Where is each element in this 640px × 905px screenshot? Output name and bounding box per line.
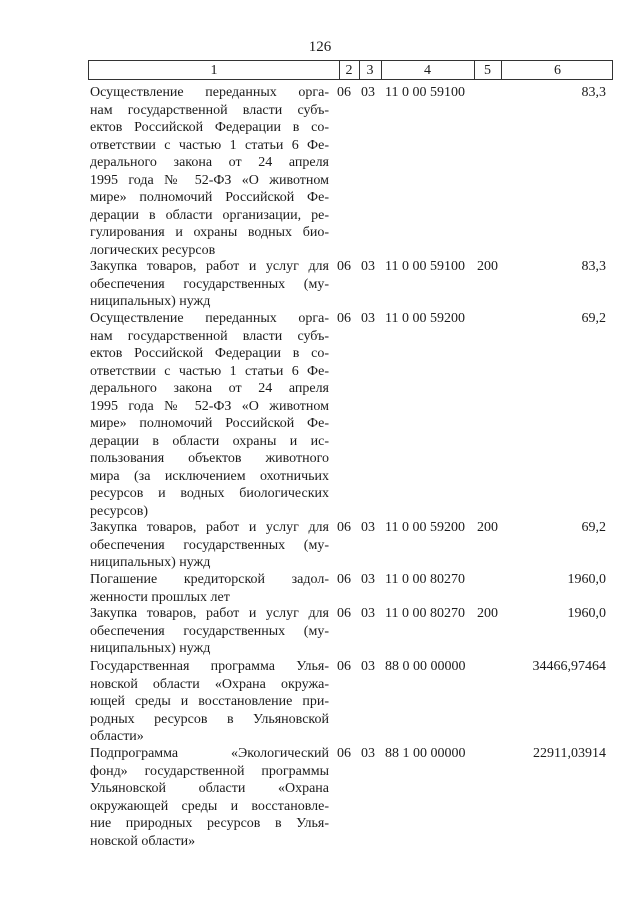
description-line: окружающей среды и восстановле- [90, 798, 329, 814]
target-article-code: 88 1 00 00000 [385, 746, 466, 761]
expense-type-code: 200 [477, 520, 498, 535]
description-line: дерации в области охраны и ис- [90, 433, 329, 449]
description-line: Государственная программа Улья- [90, 659, 329, 674]
description-line: дерального закона от 24 апреля [90, 381, 329, 396]
subsection-code: 03 [361, 520, 375, 535]
section-code: 06 [337, 520, 351, 535]
subsection-code: 03 [361, 746, 375, 761]
target-article-code: 11 0 00 59100 [385, 259, 465, 274]
expense-type-code: 200 [477, 259, 498, 274]
section-code: 06 [337, 572, 351, 587]
target-article-code: 11 0 00 59200 [385, 311, 465, 326]
description-line: Подпрограмма «Экологический [90, 746, 329, 761]
subsection-code: 03 [361, 259, 375, 274]
description-line: новской области» [90, 833, 196, 849]
description-line: дерации в области организации, ре- [90, 207, 329, 223]
description-line: Осуществление переданных орга- [90, 311, 329, 326]
header-col-2: 2 [345, 63, 353, 78]
amount: 69,2 [581, 311, 606, 326]
subsection-code: 03 [361, 311, 375, 326]
amount: 34466,97464 [532, 659, 606, 674]
header-col-3: 3 [366, 63, 374, 78]
section-code: 06 [337, 659, 351, 674]
amount: 83,3 [581, 259, 606, 274]
description-line: ниципальных) нужд [90, 641, 211, 656]
description-line: обеспечения государственных (му- [90, 537, 329, 553]
subsection-code: 03 [361, 85, 375, 100]
amount: 69,2 [581, 520, 606, 535]
description-line: ресурсов и водных биологических [90, 486, 329, 501]
description-line: новской области «Охрана окружа- [90, 676, 329, 692]
description-line: Погашение кредиторской задол- [90, 572, 329, 587]
description-line: гулирования и охраны водных био- [90, 225, 329, 240]
description-line: обеспечения государственных (му- [90, 623, 329, 639]
description-line: ниципальных) нужд [90, 555, 211, 570]
section-code: 06 [337, 746, 351, 761]
section-code: 06 [337, 311, 351, 326]
description-line: ресурсов) [90, 503, 149, 519]
description-line: ние природных ресурсов в Улья- [90, 816, 329, 831]
row-description [90, 519, 329, 572]
description-line: дерального закона от 24 апреля [90, 155, 329, 170]
amount: 1960,0 [567, 606, 606, 621]
description-line: обеспечения государственных (му- [90, 276, 329, 292]
expense-type-code: 200 [477, 606, 498, 621]
description-line: мире» полномочий Российской Фе- [90, 416, 329, 431]
description-line: Закупка товаров, работ и услуг для [90, 259, 329, 274]
description-line: 1995 года № 52-ФЗ «О животном [90, 398, 329, 414]
description-line: ектов Российской Федерации в со- [90, 120, 329, 135]
description-line: родных ресурсов в Ульяновской [90, 711, 329, 727]
amount: 83,3 [581, 85, 606, 100]
target-article-code: 11 0 00 80270 [385, 606, 465, 621]
header-col-6: 6 [554, 63, 561, 78]
description-line: Закупка товаров, работ и услуг для [90, 520, 329, 535]
table-header [88, 60, 613, 80]
description-line: ниципальных) нужд [90, 294, 211, 309]
target-article-code: 11 0 00 80270 [385, 572, 465, 587]
description-line: ответствии с частью 1 статьи 6 Фе- [90, 137, 329, 153]
description-line: Ульяновской области «Охрана [90, 781, 329, 796]
section-code: 06 [337, 606, 351, 621]
row-description [90, 745, 329, 850]
row-description [90, 258, 329, 311]
description-line: мира (за исключением охотничьих [90, 468, 329, 484]
description-line: Закупка товаров, работ и услуг для [90, 606, 329, 621]
target-article-code: 11 0 00 59100 [385, 85, 465, 100]
description-line: ющей среды и восстановление при- [90, 694, 329, 709]
description-line: пользования объектов животного [90, 451, 329, 466]
row-description [90, 571, 329, 606]
description-line: женности прошлых лет [90, 589, 230, 605]
row-description [90, 658, 329, 746]
page-number: 126 [308, 39, 332, 55]
description-line: области» [90, 729, 144, 744]
description-line: нам государственной власти субъ- [90, 328, 329, 344]
description-line: 1995 года № 52-ФЗ «О животном [90, 172, 329, 188]
row-description [90, 605, 329, 658]
description-line: логических ресурсов [90, 242, 216, 258]
section-code: 06 [337, 85, 351, 100]
description-line: ответствии с частью 1 статьи 6 Фе- [90, 363, 329, 379]
header-col-5: 5 [484, 63, 491, 78]
amount: 22911,03914 [533, 746, 606, 761]
description-line: Осуществление переданных орга- [90, 85, 329, 100]
target-article-code: 88 0 00 00000 [385, 659, 466, 674]
target-article-code: 11 0 00 59200 [385, 520, 465, 535]
description-line: нам государственной власти субъ- [90, 102, 329, 118]
description-line: фонд» государственной программы [90, 763, 329, 779]
section-code: 06 [337, 259, 351, 274]
subsection-code: 03 [361, 572, 375, 587]
header-col-4: 4 [424, 63, 431, 78]
row-description [90, 84, 329, 259]
header-col-1: 1 [210, 63, 218, 78]
subsection-code: 03 [361, 606, 375, 621]
amount: 1960,0 [567, 572, 606, 587]
row-description [90, 310, 329, 520]
description-line: мире» полномочий Российской Фе- [90, 190, 329, 205]
description-line: ектов Российской Федерации в со- [90, 346, 329, 361]
subsection-code: 03 [361, 659, 375, 674]
